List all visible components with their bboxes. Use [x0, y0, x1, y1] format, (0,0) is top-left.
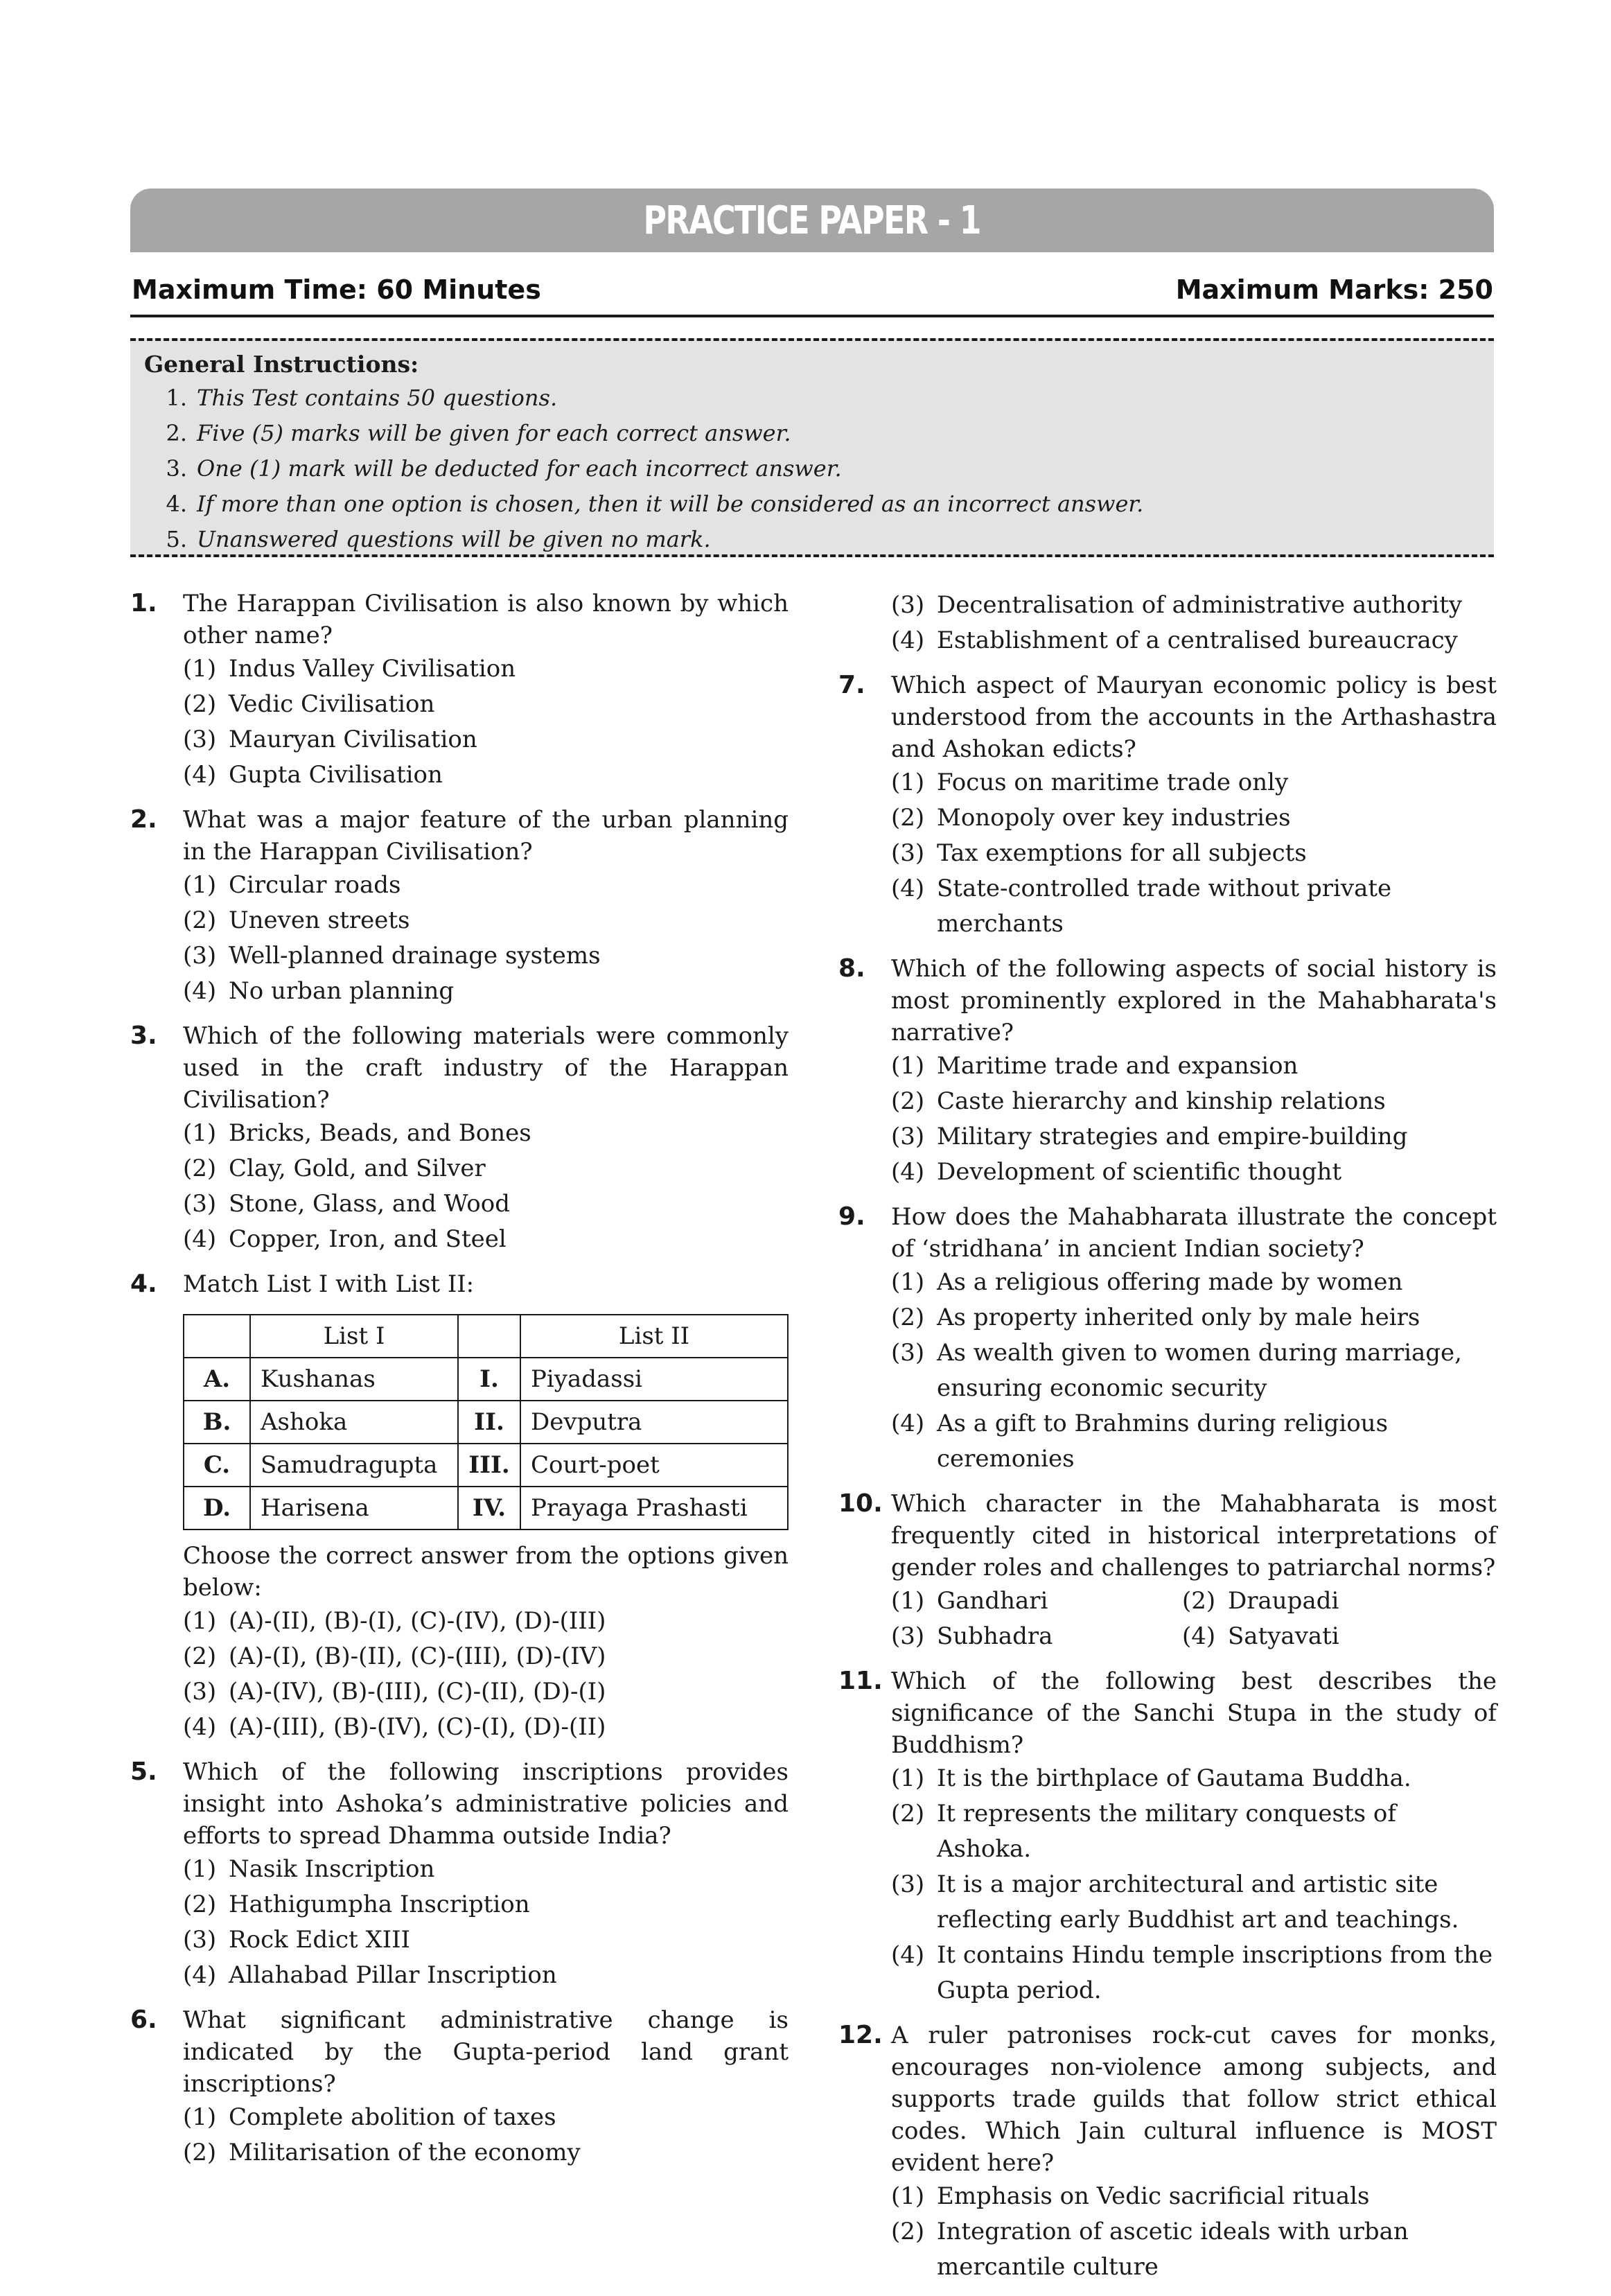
option-text: Satyavati — [1228, 1622, 1339, 1650]
question-3 — [130, 1020, 789, 1257]
option-text: It represents the military conquests of Ashoka. — [937, 1800, 1396, 1863]
question-2 — [130, 804, 789, 1009]
option-text: Hathigumpha Inscription — [229, 1891, 530, 1918]
instruction-item: 2. Five (5) marks will be given for each correct answer. — [166, 420, 791, 446]
header-rule — [130, 315, 1494, 317]
option — [891, 623, 1497, 658]
option — [891, 1265, 1497, 1300]
option-number: (3) — [183, 942, 217, 970]
option — [891, 1335, 1497, 1406]
option — [891, 2179, 1497, 2214]
option — [891, 765, 1497, 800]
general-instructions — [130, 338, 1494, 557]
option — [183, 903, 789, 938]
option-text: Subhadra — [937, 1622, 1053, 1650]
option — [891, 800, 1497, 836]
question-text: Which character in the Mahabharata is most frequently cited in historical interpretations of gender roles and challenges to patriarchal norms? — [891, 1490, 1497, 1581]
option — [891, 1938, 1497, 2008]
table-row: A. Kushanas I. Piyadassi — [184, 1358, 788, 1401]
option-text: As a gift to Brahmins during religious ceremonies — [937, 1410, 1389, 1473]
question-text: What was a major feature of the urban planning in the Harappan Civilisation? — [183, 806, 789, 866]
question-10 — [838, 1488, 1497, 1654]
question-9 — [838, 1201, 1497, 1477]
option-number: (2) — [891, 2218, 925, 2245]
option — [183, 1222, 789, 1257]
option-number: (3) — [183, 1190, 217, 1218]
option-number: (2) — [183, 1891, 217, 1918]
table-row: C. Samudragupta III. Court-poet — [184, 1444, 788, 1487]
left-column — [130, 588, 789, 2182]
option-text: Decentralisation of administrative authority — [937, 591, 1463, 619]
question-4 — [130, 1268, 789, 1745]
question-1 — [130, 588, 789, 793]
option-number: (2) — [183, 1155, 217, 1182]
option-number: (3) — [183, 1678, 217, 1706]
question-number: 10. — [838, 1489, 883, 1518]
option-text: (A)-(II), (B)-(I), (C)-(IV), (D)-(III) — [229, 1607, 606, 1635]
option-number: (3) — [891, 839, 925, 867]
option-number: (2) — [891, 1304, 925, 1331]
question-number: 5. — [130, 1758, 157, 1786]
max-time: Maximum Time: 60 Minutes — [132, 274, 541, 305]
question-text: The Harappan Civilisation is also known by which other name? — [183, 590, 789, 649]
option-text: Integration of ascetic ideals with urban mercantile culture — [937, 2218, 1409, 2281]
option-text: Draupadi — [1228, 1587, 1339, 1615]
option — [183, 938, 789, 974]
question-text: Which of the following materials were commonly used in the craft industry of the Harappan Civilisation? — [183, 1022, 789, 1114]
option-number: (1) — [891, 769, 925, 796]
question-6-continued — [838, 588, 1497, 658]
option-number: (1) — [183, 655, 217, 683]
option-text: (A)-(IV), (B)-(III), (C)-(II), (D)-(I) — [229, 1678, 606, 1706]
option-text: As a religious offering made by women — [937, 1268, 1403, 1296]
option-text: Vedic Civilisation — [229, 690, 435, 718]
option-number: (3) — [891, 1123, 925, 1150]
option-number: (4) — [183, 1713, 217, 1741]
option-number: (3) — [891, 1339, 925, 1367]
option — [183, 1852, 789, 1887]
option-number: (4) — [1182, 1622, 1216, 1650]
option-text: State-controlled trade without private merchants — [937, 875, 1392, 938]
paper-title: PRACTICE PAPER - 1 — [643, 198, 981, 243]
table-header-row — [184, 1315, 788, 1358]
table-row: B. Ashoka II. Devputra — [184, 1401, 788, 1444]
question-5 — [130, 1756, 789, 1993]
option — [183, 1922, 789, 1958]
instruction-item: 4. If more than one option is chosen, then it will be considered as an incorrect answer. — [166, 491, 1144, 517]
instruction-item: 1. This Test contains 50 questions. — [166, 385, 558, 411]
option-text: Militarisation of the economy — [229, 2139, 581, 2166]
option-text: Caste hierarchy and kinship relations — [937, 1087, 1386, 1115]
question-number: 9. — [838, 1202, 865, 1231]
option-text: Focus on maritime trade only — [937, 769, 1289, 796]
option-text: It contains Hindu temple inscriptions from the Gupta period. — [937, 1941, 1493, 2004]
option-number: (2) — [891, 1087, 925, 1115]
question-number: 3. — [130, 1022, 157, 1050]
option-text: Maritime trade and expansion — [937, 1052, 1299, 1080]
question-number: 7. — [838, 671, 865, 699]
option-text: Bricks, Beads, and Bones — [229, 1119, 531, 1147]
option — [183, 1674, 789, 1710]
option-text: No urban planning — [229, 977, 455, 1005]
question-text: Which aspect of Mauryan economic policy is best understood from the accounts in the Arthashastra and Ashokan edicts? — [891, 672, 1497, 763]
question-number: 4. — [130, 1270, 157, 1298]
option-number: (1) — [183, 871, 217, 899]
option-text: Clay, Gold, and Silver — [229, 1155, 486, 1182]
question-text: Which of the following aspects of social history is most prominently explored in the Mahabharata's narrative? — [891, 955, 1497, 1046]
question-text: Which of the following best describes the significance of the Sanchi Stupa in the study of Buddhism? — [891, 1667, 1497, 1759]
question-text: Which of the following inscriptions provides insight into Ashoka’s administrative policies and efforts to spread Dhamma outside India? — [183, 1758, 789, 1850]
option — [183, 2100, 789, 2135]
option-number: (2) — [183, 906, 217, 934]
option-text: Tax exemptions for all subjects — [937, 839, 1307, 867]
option-number: (4) — [183, 1225, 217, 1253]
option — [891, 1084, 1497, 1119]
table-row: D. Harisena IV. Prayaga Prashasti — [184, 1487, 788, 1530]
option-grid — [891, 1584, 1497, 1654]
question-number: 11. — [838, 1667, 883, 1695]
question-7 — [838, 669, 1497, 942]
question-6 — [130, 2004, 789, 2171]
right-column — [838, 588, 1497, 2296]
option-number: (2) — [183, 690, 217, 718]
option-number: (2) — [183, 1642, 217, 1670]
option-number: (4) — [183, 977, 217, 1005]
option-text: Emphasis on Vedic sacrificial rituals — [937, 2182, 1370, 2210]
option-number: (1) — [183, 1607, 217, 1635]
question-text: Match List I with List II: — [183, 1270, 475, 1298]
option-text: Circular roads — [229, 871, 401, 899]
option-number: (1) — [891, 1052, 925, 1080]
option — [183, 974, 789, 1009]
option-number: (2) — [183, 2139, 217, 2166]
max-marks: Maximum Marks: 250 — [1175, 274, 1493, 305]
paper-title-banner — [130, 189, 1494, 252]
option-number: (4) — [183, 761, 217, 789]
option — [891, 1619, 1182, 1654]
option-text: It is a major architectural and artistic site reflecting early Buddhist art and teachings. — [937, 1870, 1459, 1934]
option-text: Mauryan Civilisation — [229, 726, 477, 753]
option-number: (4) — [891, 1410, 925, 1437]
option-number: (3) — [891, 1622, 925, 1650]
option — [183, 757, 789, 793]
option — [183, 1186, 789, 1222]
option-text: (A)-(I), (B)-(II), (C)-(III), (D)-(IV) — [229, 1642, 606, 1670]
option-number: (1) — [183, 1855, 217, 1883]
option-number: (3) — [891, 1870, 925, 1898]
question-text: What significant administrative change is indicated by the Gupta-period land grant inscriptions? — [183, 2006, 789, 2098]
option-number: (4) — [891, 875, 925, 902]
option — [183, 1958, 789, 1993]
option — [183, 1116, 789, 1151]
option-text: Military strategies and empire-building — [937, 1123, 1408, 1150]
option — [183, 722, 789, 757]
option — [1182, 1584, 1473, 1619]
option — [891, 1119, 1497, 1155]
option-text: Monopoly over key industries — [937, 804, 1291, 832]
question-number: 1. — [130, 589, 157, 617]
option — [891, 588, 1497, 623]
table-header: List I — [250, 1315, 458, 1358]
option-text: Establishment of a centralised bureaucracy — [937, 626, 1458, 654]
option — [891, 1584, 1182, 1619]
option-number: (4) — [891, 626, 925, 654]
option — [183, 1604, 789, 1639]
option-text: Complete abolition of taxes — [229, 2103, 556, 2131]
option-number: (4) — [183, 1961, 217, 1989]
option-text: Allahabad Pillar Inscription — [229, 1961, 557, 1989]
option — [891, 2214, 1497, 2285]
option — [891, 836, 1497, 871]
option-number: (3) — [891, 591, 925, 619]
option — [891, 1796, 1497, 1867]
question-12 — [838, 2019, 1497, 2285]
instruction-item: 3. One (1) mark will be deducted for each incorrect answer. — [166, 455, 842, 482]
option-text: Gupta Civilisation — [229, 761, 443, 789]
instructions-title: General Instructions: — [144, 351, 419, 378]
option-number: (1) — [891, 1764, 925, 1792]
option — [891, 1049, 1497, 1084]
option — [183, 868, 789, 903]
option-number: (2) — [1182, 1587, 1216, 1615]
option-number: (3) — [183, 726, 217, 753]
option — [183, 1151, 789, 1186]
question-11 — [838, 1665, 1497, 2008]
question-number: 2. — [130, 805, 157, 834]
option-number: (1) — [183, 2103, 217, 2131]
option-text: Indus Valley Civilisation — [229, 655, 516, 683]
option-text: (A)-(III), (B)-(IV), (C)-(I), (D)-(II) — [229, 1713, 606, 1741]
option-text: Copper, Iron, and Steel — [229, 1225, 507, 1253]
option — [891, 871, 1497, 942]
option-number: (1) — [891, 1268, 925, 1296]
option-text: Gandhari — [937, 1587, 1048, 1615]
option-text: Well-planned drainage systems — [229, 942, 601, 970]
option — [891, 1406, 1497, 1477]
option — [183, 687, 789, 722]
option-text: Development of scientific thought — [937, 1158, 1342, 1186]
option-number: (4) — [891, 1158, 925, 1186]
option — [183, 2135, 789, 2171]
option — [183, 1710, 789, 1745]
instruction-item: 5. Unanswered questions will be given no mark. — [166, 526, 711, 552]
option-number: (2) — [891, 804, 925, 832]
question-text: How does the Mahabharata illustrate the concept of ‘stridhana’ in ancient Indian society? — [891, 1203, 1497, 1263]
option-number: (2) — [891, 1800, 925, 1828]
match-table — [183, 1314, 789, 1530]
question-8 — [838, 953, 1497, 1190]
option-text: As property inherited only by male heirs — [937, 1304, 1420, 1331]
option — [891, 1761, 1497, 1796]
option-number: (1) — [891, 2182, 925, 2210]
option — [1182, 1619, 1473, 1654]
option — [891, 1155, 1497, 1190]
option — [183, 1639, 789, 1674]
question-number: 8. — [838, 954, 865, 983]
option — [891, 1867, 1497, 1938]
option-text: Uneven streets — [229, 906, 410, 934]
option — [183, 651, 789, 687]
option — [891, 1300, 1497, 1335]
question-text: A ruler patronises rock-cut caves for monks, encourages non-violence among subjects, and supports trade guilds that follow strict ethical codes. Which Jain cultural influence is MOST evident here? — [891, 2022, 1497, 2177]
option-text: It is the birthplace of Gautama Buddha. — [937, 1764, 1411, 1792]
option — [183, 1887, 789, 1922]
option-text: Nasik Inscription — [229, 1855, 435, 1883]
option-number: (1) — [183, 1119, 217, 1147]
question-number: 6. — [130, 2006, 157, 2034]
option-text: Rock Edict XIII — [229, 1926, 410, 1954]
question-instruction: Choose the correct answer from the options given below: — [183, 1542, 789, 1602]
option-number: (3) — [183, 1926, 217, 1954]
option-number: (1) — [891, 1587, 925, 1615]
option-number: (4) — [891, 1941, 925, 1969]
option-text: Stone, Glass, and Wood — [229, 1190, 510, 1218]
question-number: 12. — [838, 2021, 883, 2049]
option-text: As wealth given to women during marriage, ensuring economic security — [937, 1339, 1462, 1402]
table-header: List II — [520, 1315, 788, 1358]
